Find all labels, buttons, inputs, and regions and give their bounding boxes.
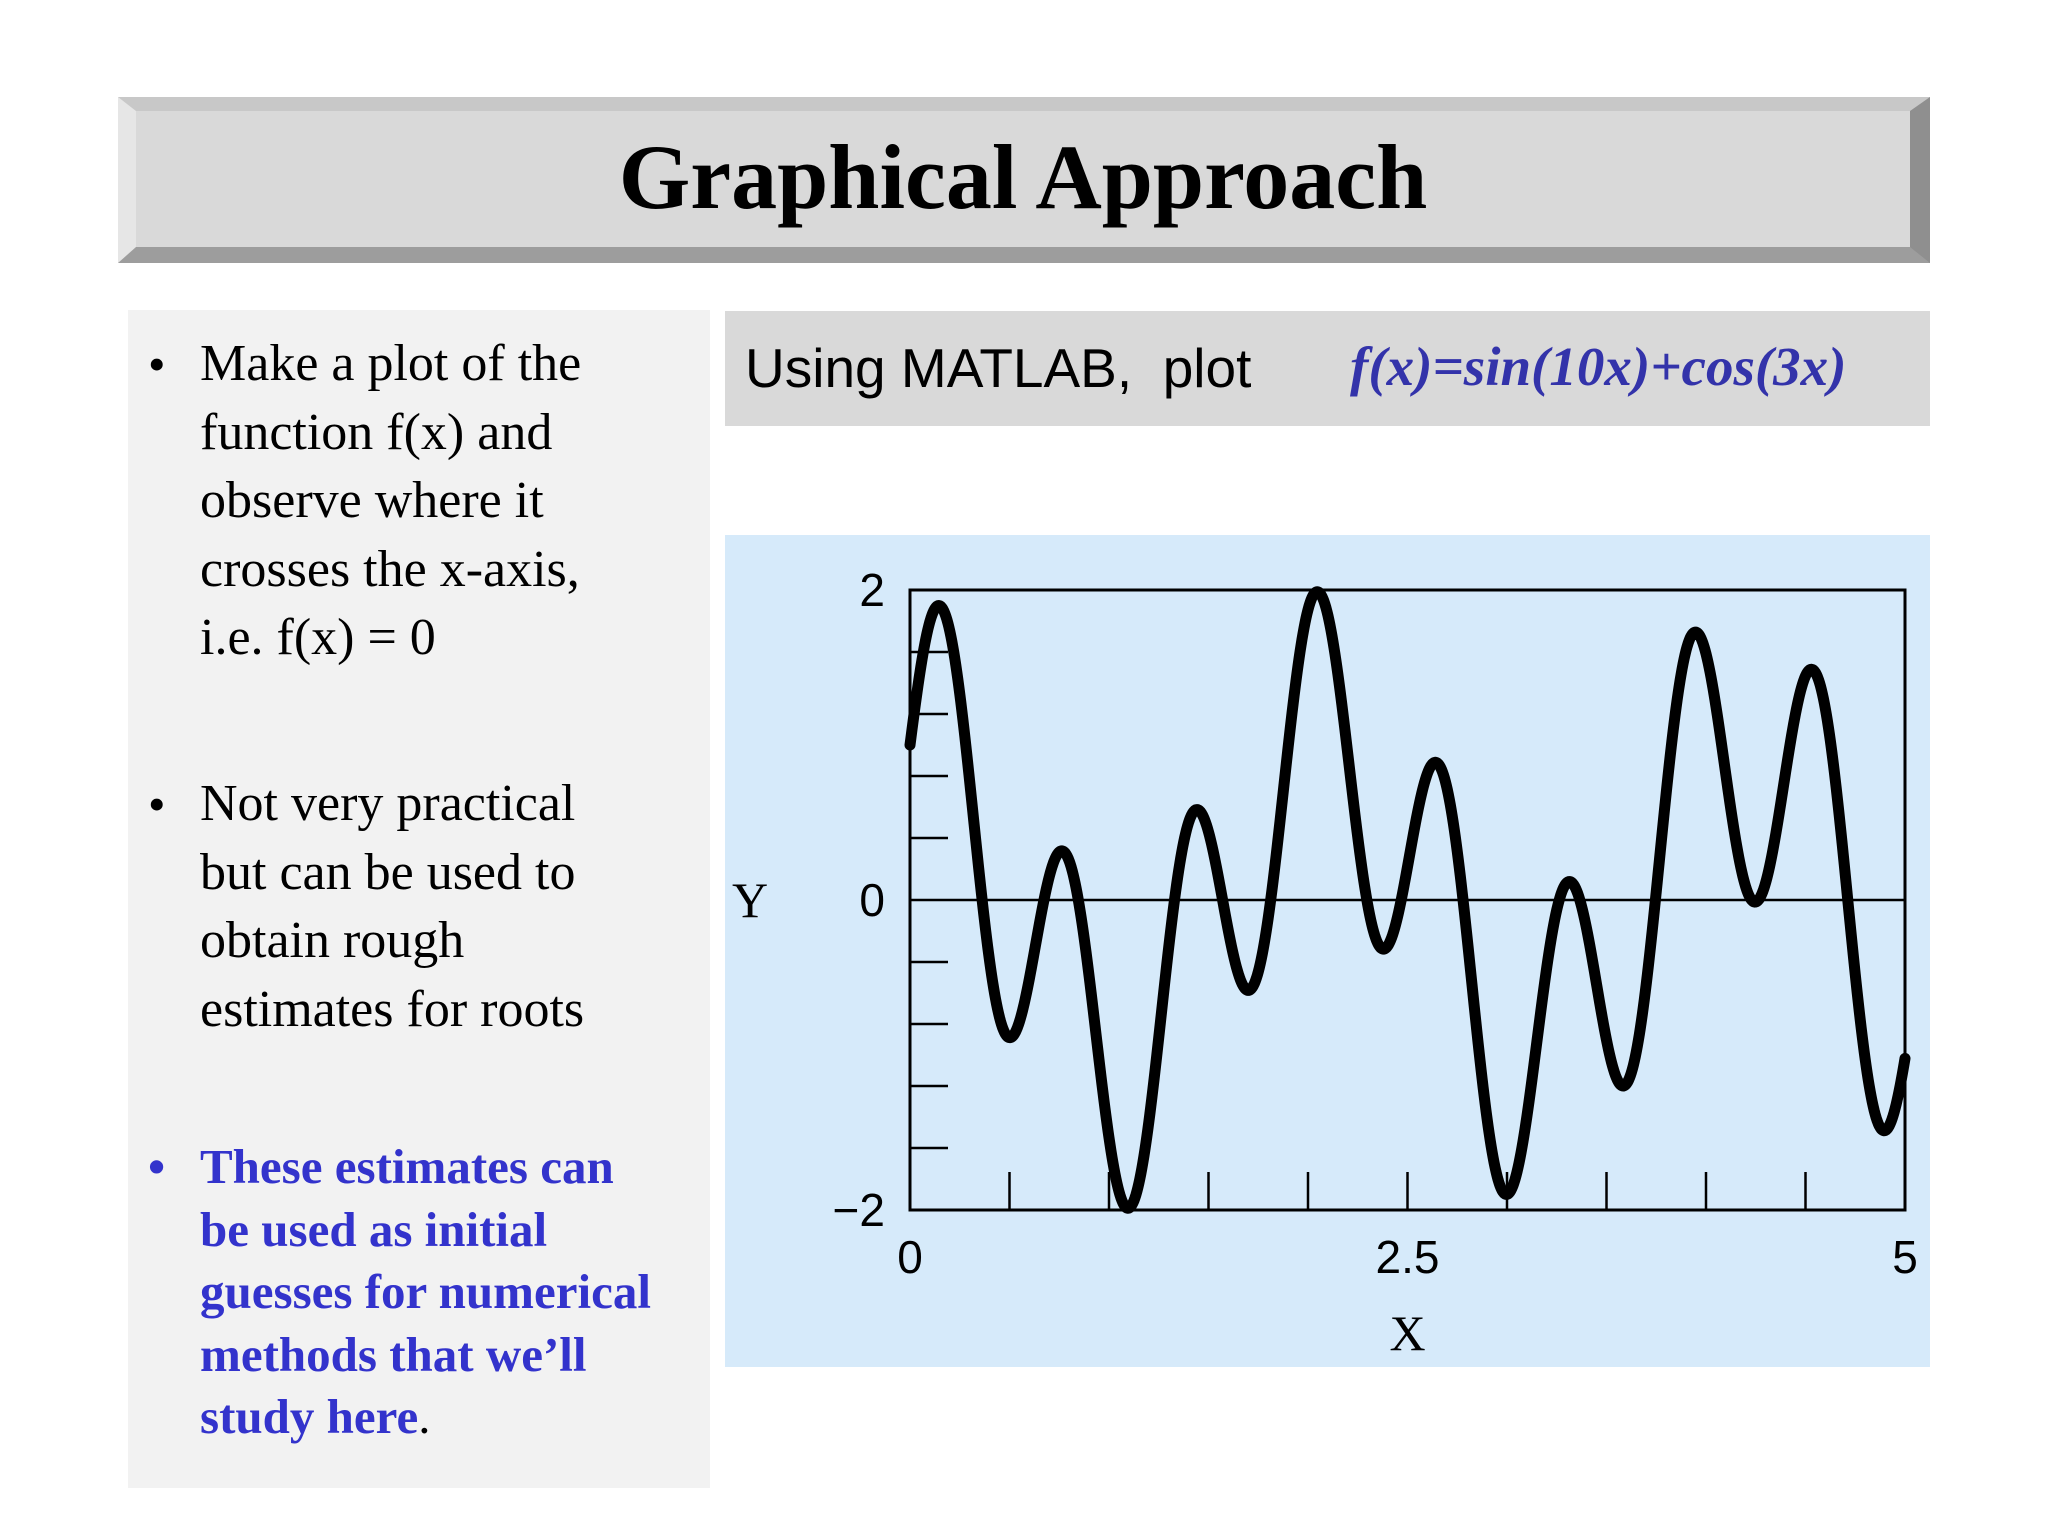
bullet-marker: • (148, 336, 166, 392)
bullet-suffix: . (418, 1389, 431, 1444)
bullet-text-highlight (200, 1136, 708, 1449)
bullet-text: Not very practical but can be used to obtain rough estimates for roots (200, 775, 585, 1038)
y-axis-label: Y (731, 872, 769, 928)
slide-title: Graphical Approach (618, 126, 1428, 228)
matlab-banner (725, 311, 1930, 426)
y-tick-label: 2 (859, 564, 885, 616)
slide-title-bar (118, 97, 1930, 263)
x-tick-label: 0 (897, 1231, 923, 1283)
matlab-banner-text: Using MATLAB, plot (745, 337, 1252, 399)
x-tick-label: 5 (1892, 1231, 1918, 1283)
y-tick-label: 0 (859, 874, 885, 926)
bullet-text: Make a plot of the function f(x) and observe where it crosses the x-axis, i.e. f(x) = 0 (200, 335, 582, 666)
x-tick-label: 2.5 (1375, 1231, 1440, 1283)
y-tick-label: −2 (832, 1184, 885, 1236)
bullet-marker: • (148, 1139, 166, 1194)
bullet-highlight-text: These estimates can be used as initial guesses for numerical methods that we’ll study here (200, 1139, 651, 1444)
chart-panel (725, 535, 1930, 1367)
x-axis-label: X (1389, 1305, 1426, 1361)
bullet-marker: • (148, 776, 166, 832)
matlab-formula: f(x)=sin(10x)+cos(3x) (1350, 336, 1847, 397)
bullet-panel (128, 310, 710, 1488)
function-plot (725, 535, 1930, 1367)
